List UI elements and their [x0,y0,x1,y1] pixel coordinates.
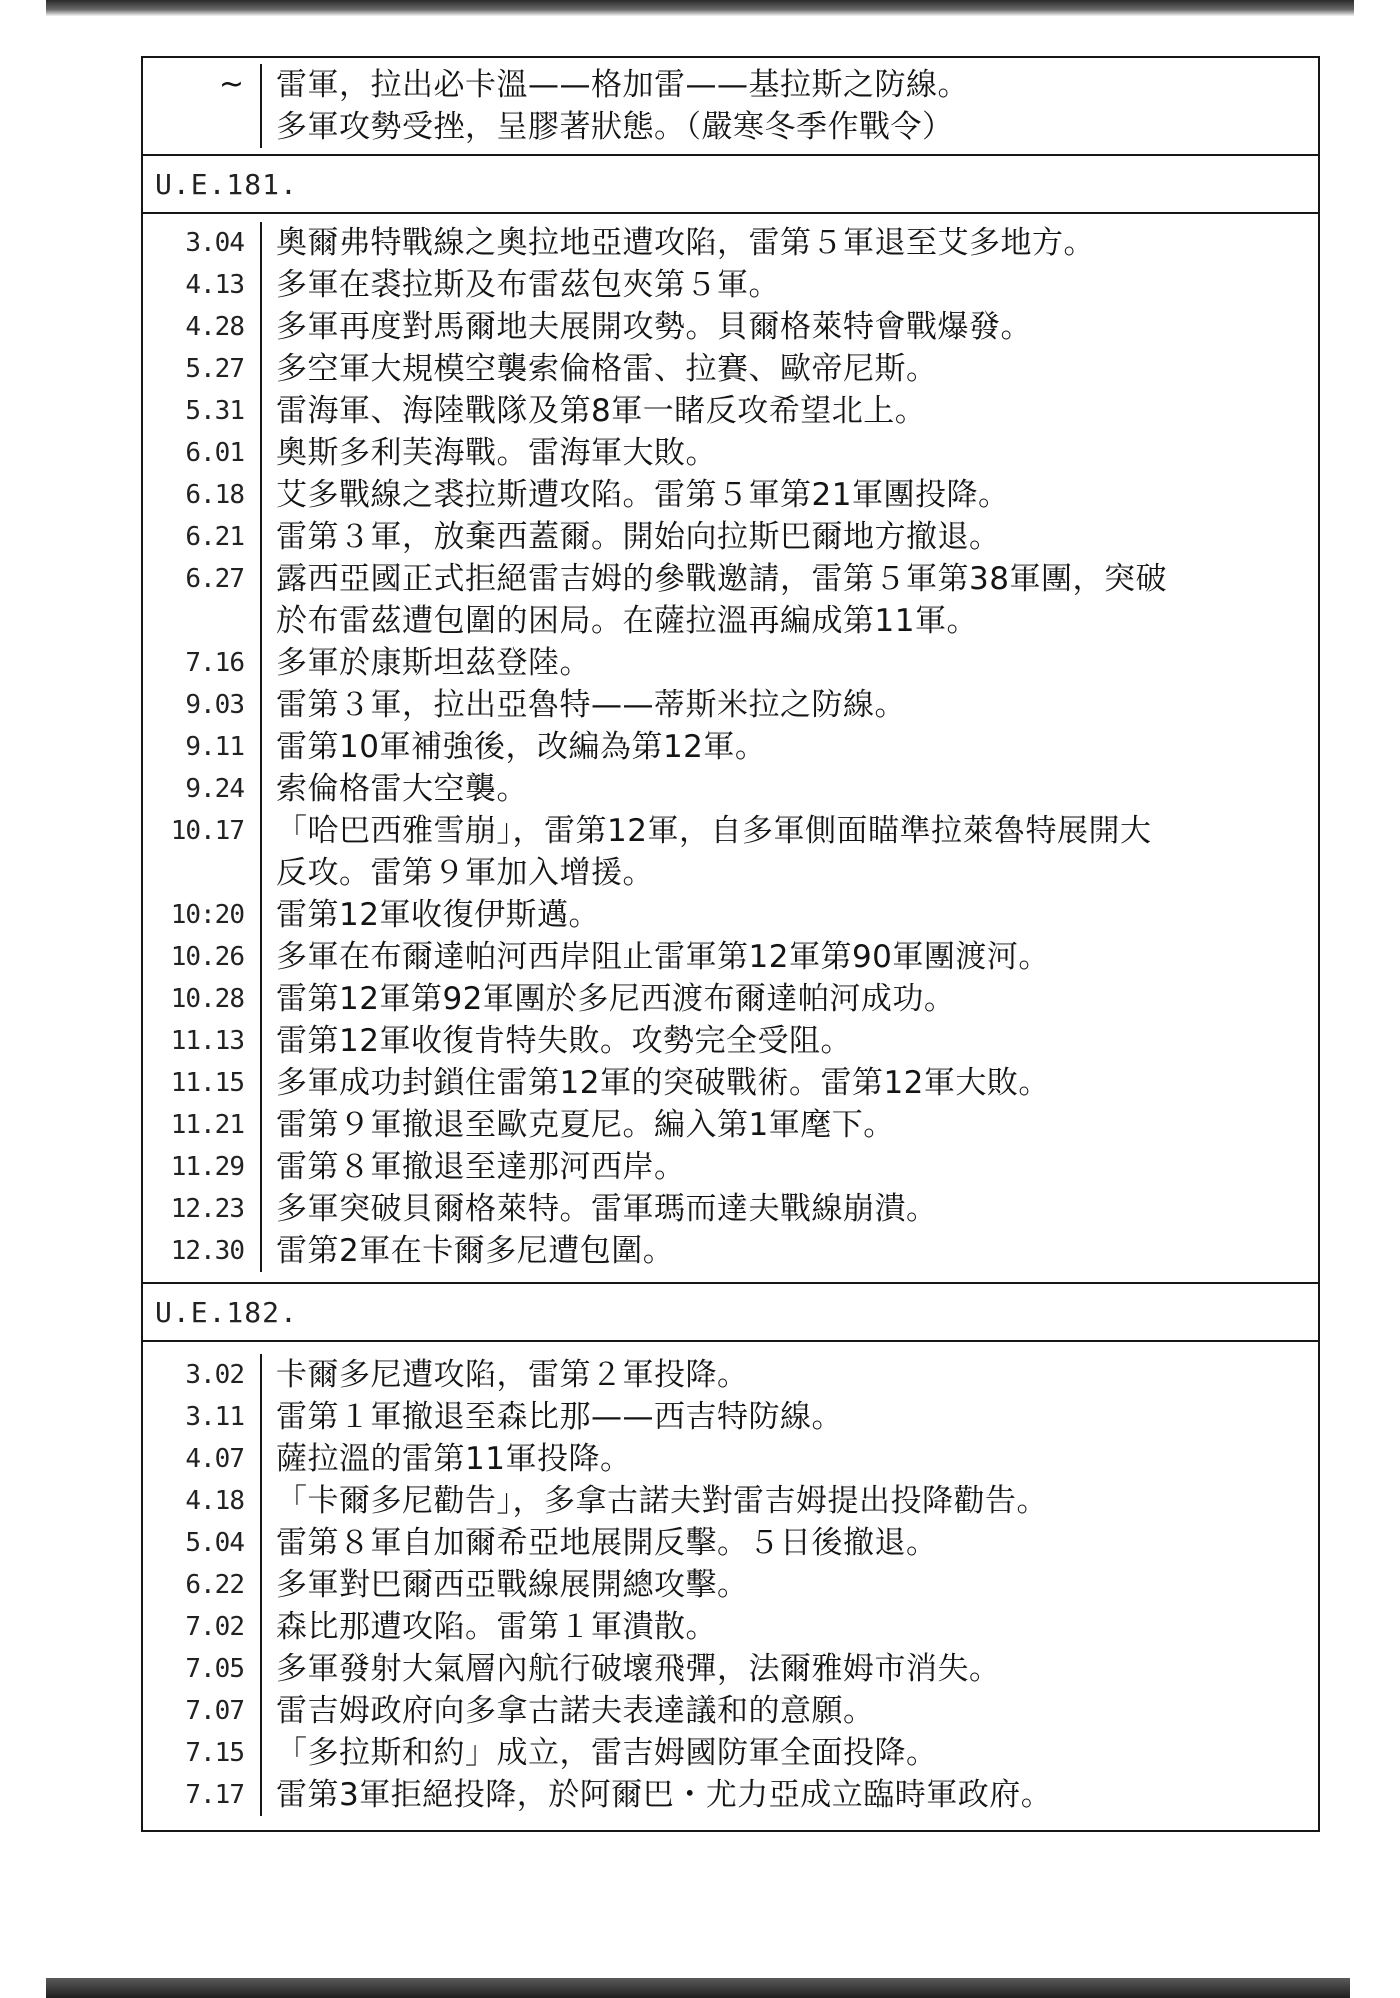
intro-text-cell [262,64,1318,148]
entry-text: 「多拉斯和約」成立，雷吉姆國防軍全面投降。 [276,1735,938,1771]
entry-date: 3.04 [185,228,244,258]
chronology-table [141,56,1320,1832]
event-column [262,222,1318,1272]
entry-text-continued: 反攻。雷第９軍加入增援。 [276,855,654,891]
entry-date: 5.04 [185,1528,244,1558]
entry-text: 多軍在裘拉斯及布雷茲包夾第５軍。 [276,267,780,303]
entry-date: 10:20 [170,900,244,930]
entry-date: 7.07 [185,1696,244,1726]
entry-date: 7.05 [185,1654,244,1684]
entry-date: 9.24 [185,774,244,804]
year-header-182 [143,1282,1318,1340]
entry-date: 12.30 [170,1236,244,1266]
entry-date: 4.28 [185,312,244,342]
entry-date: 9.11 [185,732,244,762]
entry-text: 多軍在布爾達帕河西岸阻止雷軍第12軍第90軍團渡河。 [276,939,1050,975]
date-column [143,1354,262,1816]
entry-text: 雷第12軍收復肯特失敗。攻勢完全受阻。 [276,1023,852,1059]
year-header-181 [143,154,1318,212]
entry-text: 奧爾弗特戰線之奧拉地亞遭攻陷，雷第５軍退至艾多地方。 [276,225,1095,261]
intro-row [143,58,1318,154]
entry-date: 5.31 [185,396,244,426]
entry-text: 雷第３軍，放棄西蓋爾。開始向拉斯巴爾地方撤退。 [276,519,1001,555]
intro-line: 多軍攻勢受挫，呈膠著狀態。（嚴寒冬季作戰令） [276,109,954,145]
entry-date: 7.16 [185,648,244,678]
entry-date: 11.13 [170,1026,244,1056]
entry-text: 薩拉溫的雷第11軍投降。 [276,1441,632,1477]
entry-date: 4.18 [185,1486,244,1516]
entry-date: 6.01 [185,438,244,468]
entry-text: 雷第10軍補強後，改編為第12軍。 [276,729,767,765]
year-label: U.E.181. [155,168,298,201]
entry-text: 露西亞國正式拒絕雷吉姆的參戰邀請，雷第５軍第38軍團，突破 [276,561,1167,597]
entry-text: 卡爾多尼遭攻陷，雷第２軍投降。 [276,1357,749,1393]
scan-edge-bottom [46,1978,1350,1998]
entry-text: 奧斯多利芙海戰。雷海軍大敗。 [276,435,717,471]
entry-date: 3.02 [185,1360,244,1390]
entry-text: 多軍成功封鎖住雷第12軍的突破戰術。雷第12軍大敗。 [276,1065,1050,1101]
entry-date: 11.21 [170,1110,244,1140]
entry-text: 雷第８軍自加爾希亞地展開反擊。５日後撤退。 [276,1525,938,1561]
entry-text: 多軍再度對馬爾地夫展開攻勢。貝爾格萊特會戰爆發。 [276,309,1032,345]
date-column [143,222,262,1272]
entry-date: 11.29 [170,1152,244,1182]
entry-text: 雷第12軍第92軍團於多尼西渡布爾達帕河成功。 [276,981,956,1017]
year-label: U.E.182. [155,1296,298,1329]
entry-text: 雷第３軍，拉出亞魯特——蒂斯米拉之防線。 [276,687,906,723]
entry-date: 6.18 [185,480,244,510]
entry-text: 「哈巴西雅雪崩」，雷第12軍，自多軍側面瞄準拉萊魯特展開大 [276,813,1152,849]
entry-date: 12.23 [170,1194,244,1224]
tilde-marker: ~ [218,67,244,102]
entry-date: 11.15 [170,1068,244,1098]
entry-text: 雷第１軍撤退至森比那——西吉特防線。 [276,1399,843,1435]
entry-text-continued: 於布雷茲遭包圍的困局。在薩拉溫再編成第11軍。 [276,603,978,639]
entry-date: 7.17 [185,1780,244,1810]
entry-text: 多軍發射大氣層內航行破壞飛彈，法爾雅姆市消失。 [276,1651,1001,1687]
entry-date: 3.11 [185,1402,244,1432]
entry-date: 6.27 [185,564,244,594]
entry-text: 雷第８軍撤退至達那河西岸。 [276,1149,686,1185]
entry-text: 森比那遭攻陷。雷第１軍潰散。 [276,1609,717,1645]
intro-date-cell [143,64,262,148]
entry-date: 6.22 [185,1570,244,1600]
scan-edge-top [46,0,1354,16]
entry-text: 雷吉姆政府向多拿古諾夫表達議和的意願。 [276,1693,875,1729]
entry-date: 10.26 [170,942,244,972]
entry-date: 10.28 [170,984,244,1014]
entry-text: 「卡爾多尼勸告」，多拿古諾夫對雷吉姆提出投降勸告。 [276,1483,1048,1519]
entry-date: 6.21 [185,522,244,552]
entry-text: 多空軍大規模空襲索倫格雷、拉賽、歐帝尼斯。 [276,351,938,387]
entry-date: 7.02 [185,1612,244,1642]
entry-date: 4.07 [185,1444,244,1474]
entry-text: 雷第3軍拒絕投降，於阿爾巴・尤力亞成立臨時軍政府。 [276,1777,1053,1813]
entry-text: 索倫格雷大空襲。 [276,771,528,807]
entry-text: 雷第2軍在卡爾多尼遭包圍。 [276,1233,675,1269]
entry-date: 10.17 [170,816,244,846]
entry-date: 5.27 [185,354,244,384]
entry-date: 9.03 [185,690,244,720]
entry-text: 雷海軍、海陸戰隊及第8軍一睹反攻希望北上。 [276,393,927,429]
intro-line: 雷軍，拉出必卡溫——格加雷——基拉斯之防線。 [276,67,969,103]
entry-date: 7.15 [185,1738,244,1768]
entry-text: 多軍突破貝爾格萊特。雷軍瑪而達夫戰線崩潰。 [276,1191,938,1227]
entry-text: 雷第９軍撤退至歐克夏尼。編入第1軍麾下。 [276,1107,895,1143]
entry-date: 4.13 [185,270,244,300]
entries-182 [143,1340,1318,1830]
entry-text: 雷第12軍收復伊斯邁。 [276,897,600,933]
entries-181 [143,212,1318,1282]
entry-text: 艾多戰線之裘拉斯遭攻陷。雷第５軍第21軍團投降。 [276,477,1010,513]
entry-text: 多軍對巴爾西亞戰線展開總攻擊。 [276,1567,749,1603]
event-column [262,1354,1318,1816]
entry-text: 多軍於康斯坦茲登陸。 [276,645,591,681]
